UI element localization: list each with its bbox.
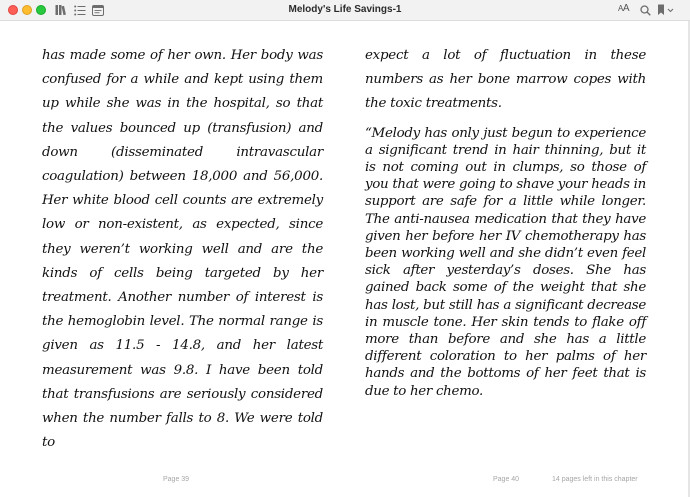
right-page — [365, 44, 646, 400]
bookmark-icon[interactable] — [656, 3, 674, 17]
right-page-paragraph-1: expect a lot of fluctuation in these numbers as her bone marrow copes with the toxic treatments. — [365, 48, 646, 112]
font-large-letter: A — [622, 3, 630, 14]
search-icon[interactable] — [639, 3, 651, 17]
font-small-letter: A — [618, 4, 623, 13]
title-bar — [0, 0, 690, 21]
pages-left-in-chapter: 14 pages left in this chapter — [552, 476, 638, 483]
window-title: Melody's Life Savings-1 — [288, 4, 402, 15]
left-page-number: Page 39 — [163, 476, 190, 483]
left-page-text: has made some of her own. Her body was confused for a while and kept using them up while she was in the hospital, so that the values bounced up (transfusion) and down (disseminated intravascular coagulation) between 18,000 and 56,000. Her white blood cell counts are extremely low or non-existent, as expected, since they weren’t working well and are the kinds of cells being targeted by her treatment. Another number of interest is the hemoglobin level. The normal range is given as 11.5 - 14.8, and her latest measurement was 9.8. I have been told that transfusions are seriously considered when the number falls to 8. We were told to — [42, 48, 323, 451]
right-page-paragraph-2: “Melody has only just begun to experience a significant trend in hair thinning, but it is not coming out in clumps, so those of you that were going to shave your heads in support are safe for a little while longer. The anti-nausea medication that they have given her before her IV chemotherapy has been working well and she didn’t even feel sick after yesterday’s doses. She has gained back some of the weight that she has lost, but still has a significant decrease in muscle tone. Her skin tends to flake off more than before and she has a little different coloration to her palms of her hands and the bottoms of her feet that is due to her chemo. — [365, 125, 646, 399]
left-page — [42, 44, 323, 455]
font-settings-button[interactable] — [618, 3, 629, 14]
right-page-number: Page 40 — [493, 476, 520, 483]
